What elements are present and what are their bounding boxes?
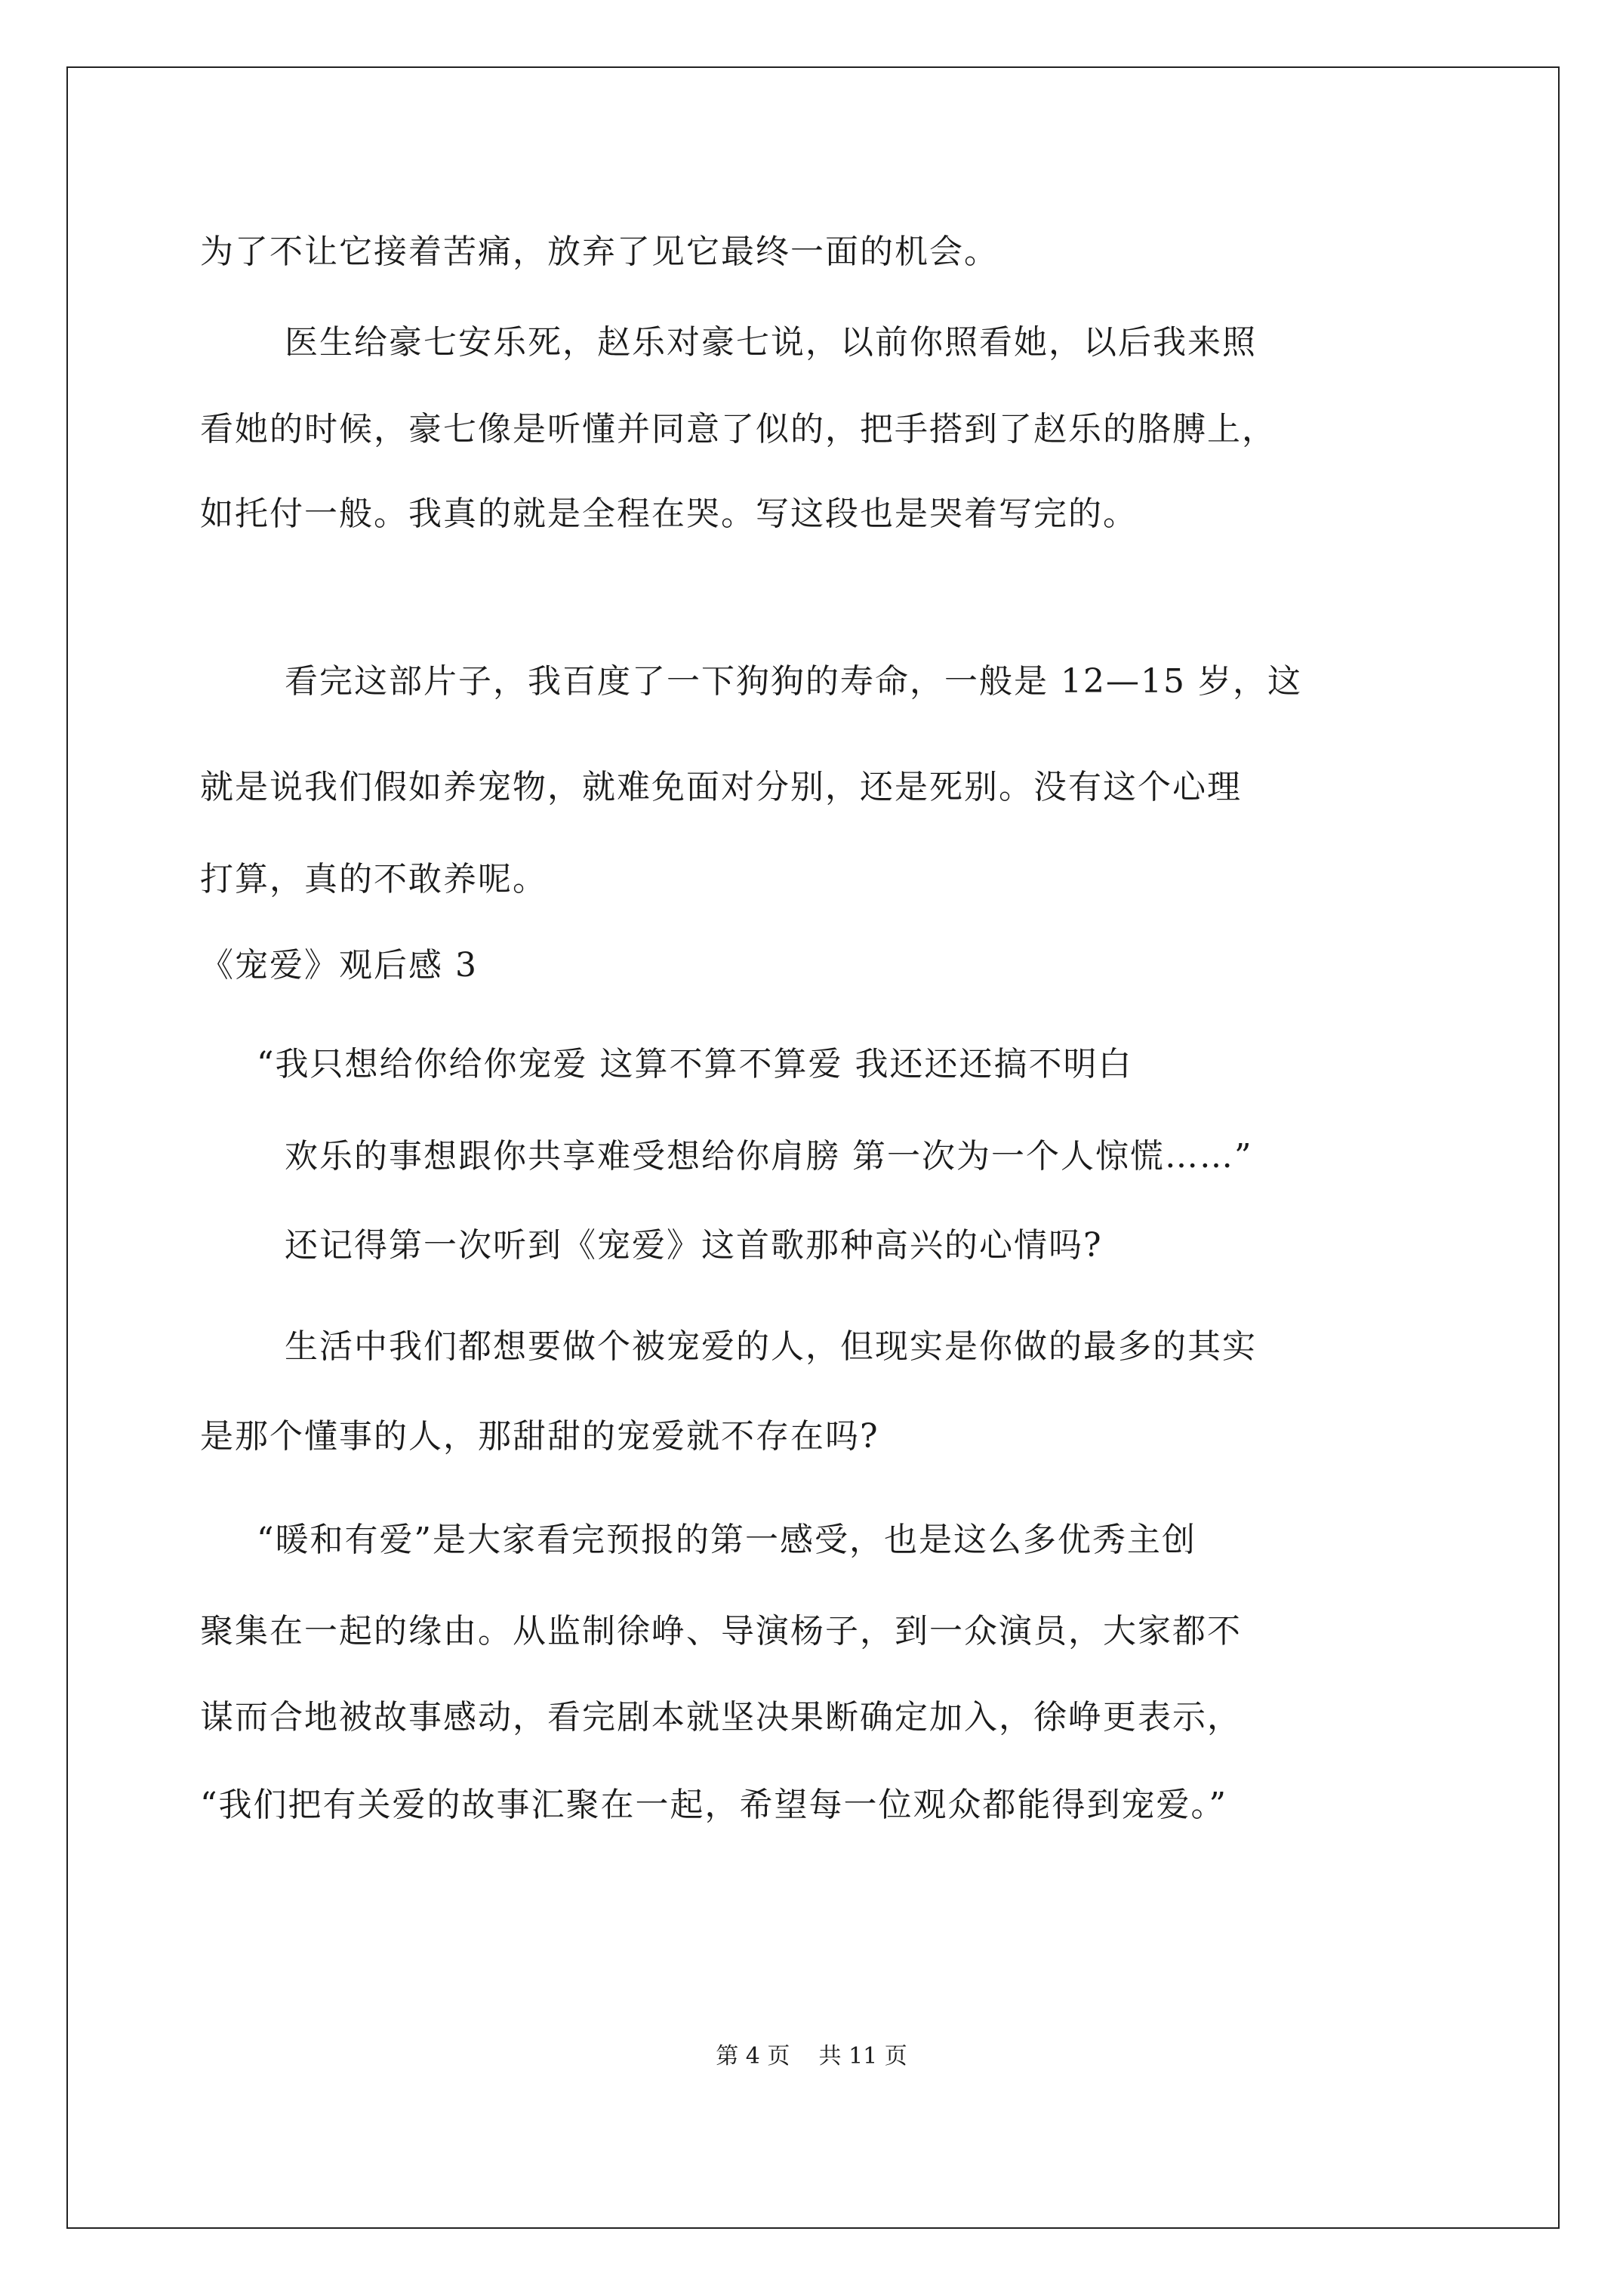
- text-line: “我只想给你给你宠爱 这算不算不算爱 我还还还搞不明白: [257, 1045, 1133, 1083]
- text-line: 还记得第一次听到《宠爱》这首歌那种高兴的心情吗?: [285, 1226, 1103, 1265]
- text-line: 医生给豪七安乐死，赵乐对豪七说，以前你照看她，以后我来照: [285, 323, 1257, 362]
- text-line: 如托付一般。我真的就是全程在哭。写这段也是哭着写完的。: [200, 495, 1138, 533]
- text-line: “我们把有关爱的故事汇聚在一起，希望每一位观众都能得到宠爱。”: [200, 1786, 1227, 1824]
- text-line: “暖和有爱”是大家看完预报的第一感受，也是这么多优秀主创: [257, 1521, 1196, 1559]
- text-line: 是那个懂事的人，那甜甜的宠爱就不存在吗?: [200, 1417, 879, 1456]
- page-total: 共 11 页: [818, 2043, 907, 2069]
- text-line: 生活中我们都想要做个被宠爱的人，但现实是你做的最多的其实: [285, 1327, 1257, 1366]
- text-line: 就是说我们假如养宠物，就难免面对分别，还是死别。没有这个心理: [200, 768, 1242, 806]
- text-line: 谋而合地被故事感动，看完剧本就坚决果断确定加入，徐峥更表示，: [200, 1698, 1242, 1737]
- page-footer: [0, 2042, 1623, 2072]
- text-line: 看完这部片子，我百度了一下狗狗的寿命，一般是 12—15 岁，这: [285, 662, 1302, 701]
- section-heading: 《宠爱》观后感 3: [200, 946, 478, 985]
- text-line: 为了不让它接着苦痛，放弃了见它最终一面的机会。: [200, 233, 999, 271]
- text-line: 聚集在一起的缘由。从监制徐峥、导演杨子，到一众演员，大家都不: [200, 1612, 1242, 1650]
- text-line: 打算，真的不敢养呢。: [200, 860, 547, 898]
- page-number: 第 4 页: [716, 2043, 790, 2069]
- text-line: 看她的时候，豪七像是听懂并同意了似的，把手搭到了赵乐的胳膊上，: [200, 410, 1277, 448]
- text-line: 欢乐的事想跟你共享难受想给你肩膀 第一次为一个人惊慌……”: [285, 1137, 1253, 1176]
